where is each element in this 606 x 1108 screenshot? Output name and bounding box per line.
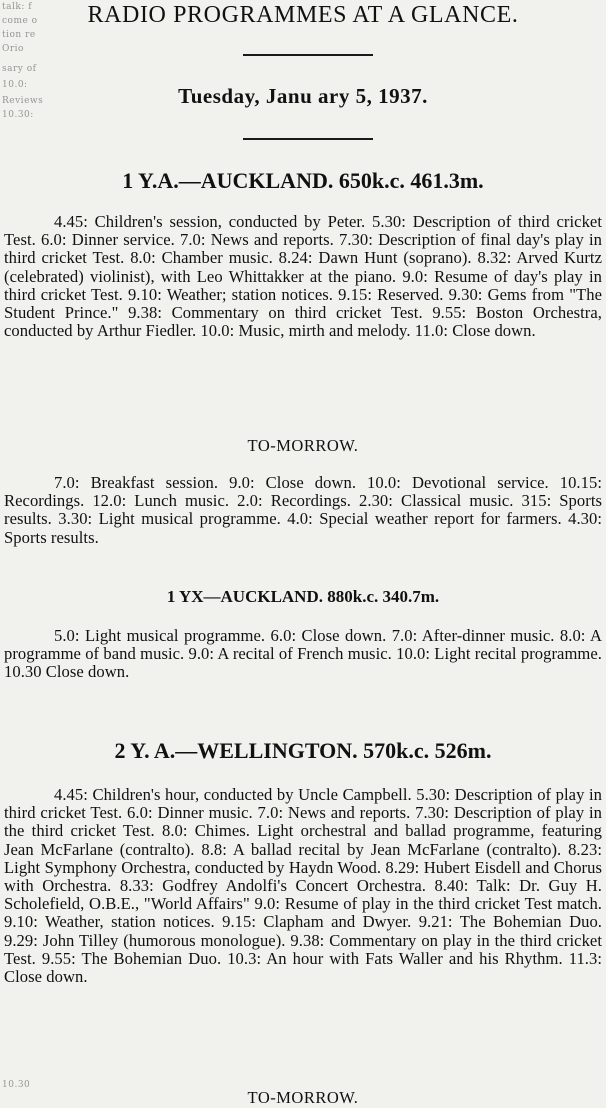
divider-rule	[243, 138, 373, 140]
issue-date: Tuesday, Janu ary 5, 1937.	[178, 84, 428, 108]
station-heading-2ya: 2 Y. A.—WELLINGTON. 570k.c. 526m.	[114, 738, 492, 763]
page-title: RADIO PROGRAMMES AT A GLANCE.	[87, 2, 519, 28]
margin-fragment: talk: f	[2, 2, 33, 12]
programme-1ya-today: 4.45: Children's session, conducted by Peter. 5.30: Description of third cricket Test. 6.0: Dinner service. 7.0: News and reports. 7.30: Description of final day's play in third cricket Test. 8.0: Chamber music. 8.24: Dawn Hunt (soprano). 8.32: Arved Kurtz (celebrated) violinist), with Leo Whittakker at the piano. 9.0: Resume of day's play in third cricket Test. 9.10: Weather; station notices. 9.15: Reserved. 9.30: Gems from "The Student Prince." 9.38: Commentary on third cricket Test. 9.55: Boston Orchestra, conducted by Arthur Fiedler. 10.0: Music, mirth and melody. 11.0: Close down.	[4, 212, 602, 341]
programme-1yx-today: 5.0: Light musical programme. 6.0: Close down. 7.0: After-dinner music. 8.0: A programme of band music. 9.0: A recital of French music. 10.0: Light recital programme. 10.30 Close down.	[4, 626, 602, 682]
margin-fragment: sary of	[2, 64, 37, 74]
margin-fragment: Reviews	[2, 96, 44, 106]
station-heading-1ya: 1 Y.A.—AUCKLAND. 650k.c. 461.3m.	[122, 168, 484, 193]
tomorrow-heading-2ya: TO-MORROW.	[247, 1088, 359, 1107]
programme-1ya-tomorrow: 7.0: Breakfast session. 9.0: Close down. 10.0: Devotional service. 10.15: Recordings. 12.0: Lunch music. 2.0: Recordings. 2.30: Classical music. 315: Sports results. 3.30: Light musical programme. 4.0: Special weather report for farmers. 4.30: Sports results.	[4, 473, 602, 547]
margin-fragment: Orio	[2, 44, 24, 54]
station-heading-1yx: 1 YX—AUCKLAND. 880k.c. 340.7m.	[166, 587, 440, 606]
margin-fragment: 10.30:	[2, 110, 34, 120]
margin-fragment: 10.0:	[2, 80, 28, 90]
programme-2ya-today: 4.45: Children's hour, conducted by Uncle Campbell. 5.30: Description of play in third cricket Test. 6.0: Dinner music. 7.0: News and reports. 7.30: Description of play in the third cricket Test. 8.0: Chimes. Light orchestral and ballad programme, featuring Jean McFarlane (contralto). 8.8: A ballad recital by Jean McFarlane (contralto). 8.23: Light Symphony Orchestra, conducted by Haydn Wood. 8.29: Hubert Eisdell and Chorus with Orchestra. 8.33: Godfrey Andolfi's Concert Orchestra. 8.40: Talk: Dr. Guy H. Scholefield, O.B.E., "World Affairs" 9.0: Resume of play in the third cricket Test match. 9.10: Weather, station notices. 9.15: Clapham and Dwyer. 9.21: The Bohemian Duo. 9.29: John Tilley (humorous monologue). 9.38: Commentary on play in the third cricket Test. 9.55: The Bohemian Duo. 10.3: An hour with Fats Waller and his Rhythm. 11.3: Close down.	[4, 785, 602, 987]
divider-rule	[243, 54, 373, 56]
tomorrow-heading-1ya: TO-MORROW.	[247, 436, 359, 455]
margin-fragment: come o	[2, 16, 38, 26]
margin-fragment: 10.30	[2, 1080, 31, 1090]
margin-fragment: tion re	[2, 30, 36, 40]
